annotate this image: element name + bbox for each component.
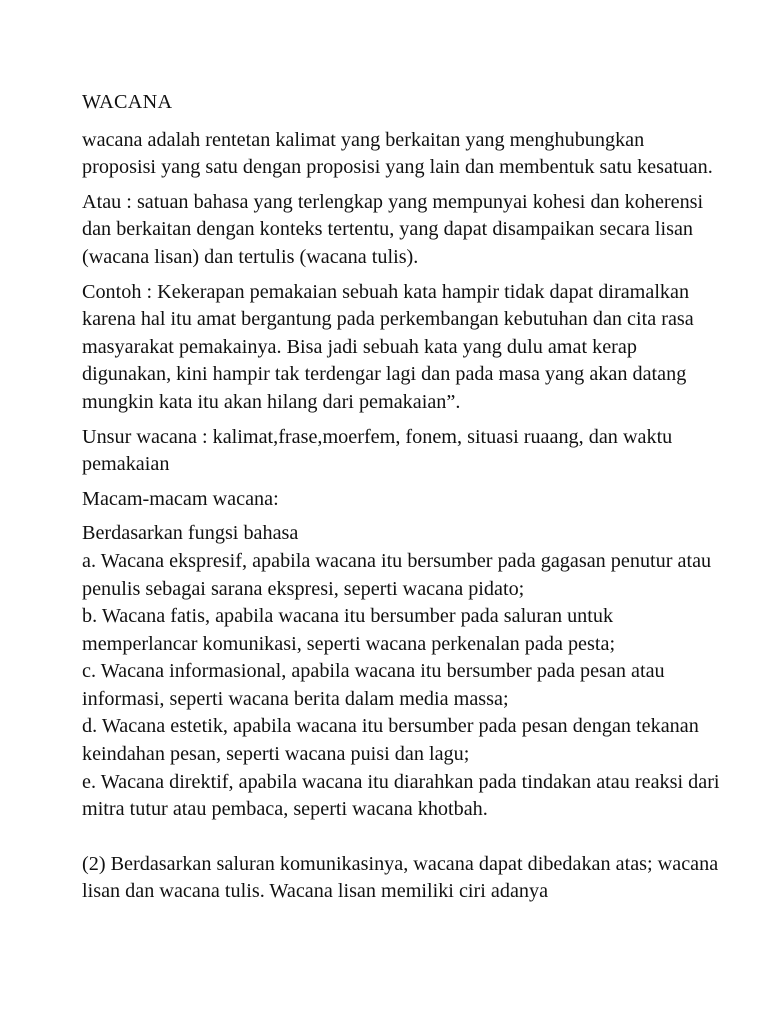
document-title: WACANA (82, 91, 173, 113)
list-item: b. Wacana fatis, apabila wacana itu bersumber pada saluran untuk memperlancar komunikasi, seperti wacana perkenalan pada pesta; (82, 605, 616, 655)
list-item: d. Wacana estetik, apabila wacana itu bersumber pada pesan dengan tekanan keindahan pesan, seperti wacana puisi dan lagu; (82, 715, 699, 766)
paragraph-discourse-elements: Unsur wacana : kalimat,frase,moerfem, fonem, situasi ruaang, dan waktu pemakaian (82, 425, 673, 476)
heading-discourse-types: Macam-macam wacana: (82, 487, 279, 510)
list-item: e. Wacana direktif, apabila wacana itu diarahkan pada tindakan atau reaksi dari mitra tutur atau pembaca, seperti wacana khotbah. (82, 770, 720, 821)
document-page (82, 89, 722, 913)
paragraph-alternative-definition: Atau : satuan bahasa yang terlengkap yang mempunyai kohesi dan koherensi dan berkaitan dengan konteks tertentu, yang dapat disampaikan secara lisan (wacana lisan) dan tertulis (wacana tulis). (82, 190, 704, 268)
function-list (82, 548, 722, 824)
paragraph-example: Contoh : Kekerapan pemakaian sebuah kata hampir tidak dapat diramalkan karena hal itu amat bergantung pada perkembangan kebutuhan dan cita rasa masyarakat pemakainya. Bisa jadi sebuah kata yang dulu amat kerap digunakan, kini hampir tak terdengar lagi dan pada masa yang akan datang mungkin kata itu akan hilang dari pemakaian”. (82, 280, 694, 413)
list-item: c. Wacana informasional, apabila wacana itu bersumber pada pesan atau informasi, seperti wacana berita dalam media massa; (82, 660, 665, 710)
paragraph-definition: wacana adalah rentetan kalimat yang berkaitan yang menghubungkan proposisi yang satu dengan proposisi yang lain dan membentuk satu kesatuan. (82, 128, 713, 179)
heading-by-language-function: Berdasarkan fungsi bahasa (82, 522, 299, 545)
list-item: a. Wacana ekspresif, apabila wacana itu bersumber pada gagasan penutur atau penulis sebagai sarana ekspresi, seperti wacana pidato; (82, 549, 712, 600)
paragraph-communication-channel: (2) Berdasarkan saluran komunikasinya, wacana dapat dibedakan atas; wacana lisan dan wacana tulis. Wacana lisan memiliki ciri adanya (82, 852, 719, 903)
